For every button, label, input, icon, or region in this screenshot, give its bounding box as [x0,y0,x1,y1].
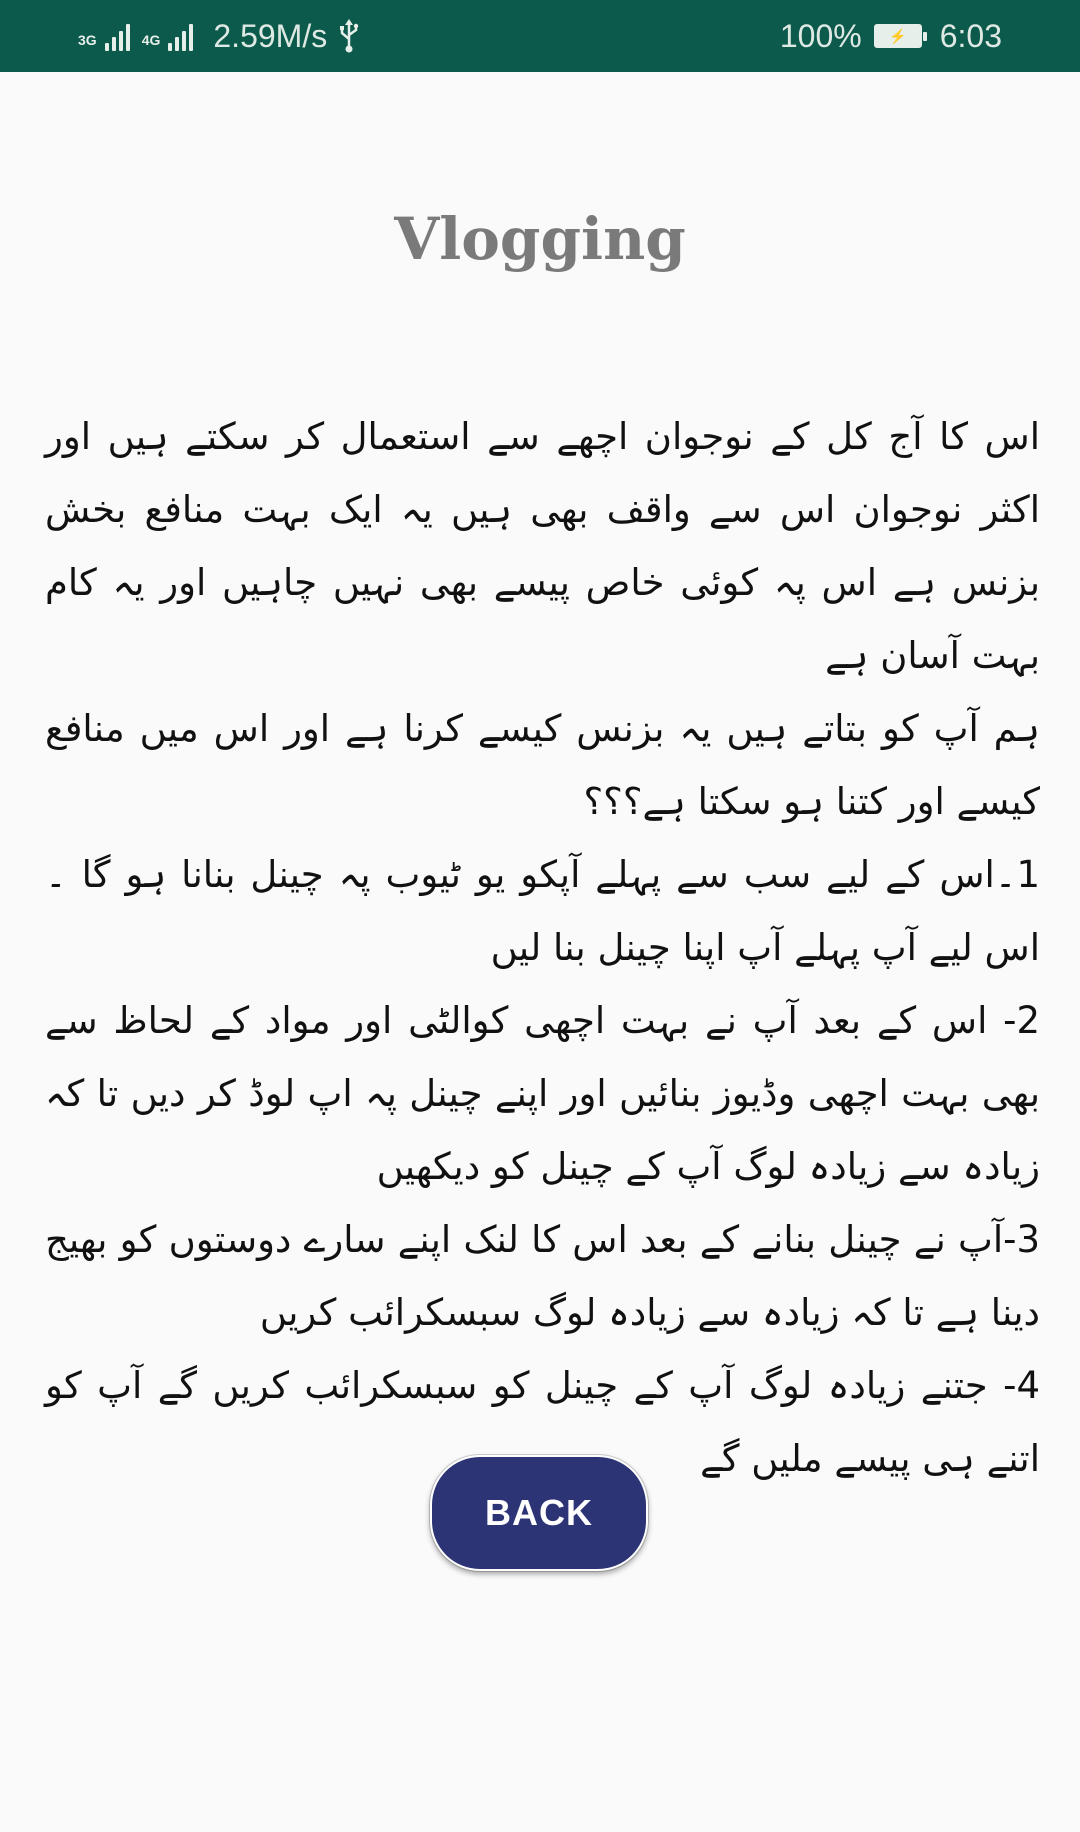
signal-3g [78,21,130,51]
signal-4g [142,21,194,51]
paragraph: 4- جتنے زیادہ لوگ آپ کے چینل کو سبسکرائب کریں گے آپ کو اتنے ہی پیسے ملیں گے [45,1364,1040,1480]
usb-icon [339,19,359,53]
paragraph: 1۔اس کے لیے سب سے پہلے آپکو یو ٹیوب پہ چینل بنانا ہو گا ۔ اس لیے آپ پہلے آپ اپنا چینل بنا لیں [45,853,1040,969]
back-button[interactable]: BACK [430,1455,648,1571]
page-title: Vlogging [394,205,686,273]
network-type-label: 3G [78,32,97,48]
paragraph: ہم آپ کو بتاتے ہیں یہ بزنس کیسے کرنا ہے اور اس میں منافع کیسے اور کتنا ہو سکتا ہے؟؟؟ [45,707,1040,823]
battery-percentage: 100% [779,17,862,54]
paragraph: 3-آپ نے چینل بنانے کے بعد اس کا لنک اپنے سارے دوستوں کو بھیج دینا ہے تا کہ زیادہ سے زیادہ لوگ سبسکرائب کریں [45,1218,1040,1334]
network-speed: 2.59M/s [213,17,328,54]
network-type-label: 4G [141,32,161,48]
battery-charging-icon: ⚡ [874,24,922,48]
status-left [78,18,359,55]
status-right [780,18,1002,55]
paragraph: 2- اس کے بعد آپ نے بہت اچھی کوالٹی اور مواد کے لحاظ سے بھی بہت اچھی وڈیوز بنائیں اور اپنے چینل پہ اپ لوڈ کر دیں تا کہ زیادہ سے زیادہ لوگ آپ کے چینل کو دیکھیں [45,999,1040,1188]
article-body [45,400,1040,1495]
status-clock: 6:03 [939,17,1002,54]
signal-bars-icon [105,21,130,51]
status-bar [0,0,1080,72]
paragraph: اس کا آج کل کے نوجوان اچھے سے استعمال کر سکتے ہیں اور اکثر نوجوان اس سے واقف بھی ہیں یہ ایک بہت منافع بخش بزنس ہے اس پہ کوئی خاص پیسے بھی نہیں چاہیں اور یہ کام بہت آسان ہے [45,415,1040,677]
signal-bars-icon [168,21,193,51]
